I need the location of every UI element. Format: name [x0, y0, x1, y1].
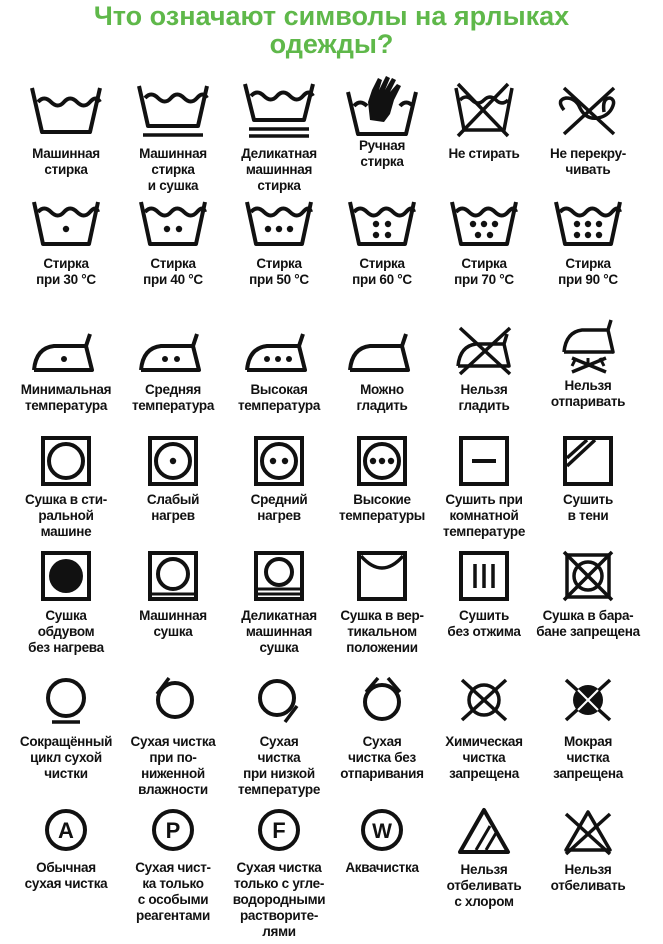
symbol-label: Сушка в сти- ральной машине [25, 492, 107, 539]
iron-icon [344, 330, 420, 376]
symbol-label: Химическая чистка запрещена [445, 734, 523, 781]
symbol-label: Нельзя гладить [458, 382, 510, 413]
iron-medium-icon [135, 330, 211, 376]
symbol-cell [432, 550, 536, 640]
wash-40-icon [135, 196, 211, 250]
do-not-tumble-dry-icon [550, 550, 626, 602]
symbol-cell [330, 806, 434, 876]
symbol-label: Нельзя отбеливать [550, 862, 626, 893]
tumble-dry-high-icon [344, 436, 420, 486]
symbol-label: Нельзя отбеливать с хлором [446, 862, 522, 909]
drip-dry-icon [446, 550, 522, 602]
symbol-label: Машинная стирка и сушка [139, 146, 207, 193]
hand-wash-icon [344, 72, 420, 140]
symbol-cell [121, 806, 225, 924]
symbol-label: Средний нагрев [250, 492, 308, 523]
symbol-cell [121, 196, 225, 288]
symbol-label: Деликатная машинная сушка [241, 608, 317, 655]
tumble-dry-icon [28, 436, 104, 486]
symbol-cell [432, 806, 536, 910]
symbol-cell [432, 196, 536, 288]
symbol-cell [14, 674, 118, 782]
symbol-cell [227, 806, 331, 940]
symbol-cell [227, 196, 331, 288]
symbol-label: Деликатная машинная стирка [241, 146, 317, 193]
no-steam-icon [550, 318, 626, 376]
symbol-label: Сушить без отжима [447, 608, 521, 639]
glyph-p: P [165, 818, 181, 843]
symbol-cell [227, 674, 331, 798]
symbol-label: Сушка в вер- тикальном положении [340, 608, 424, 655]
symbol-cell [121, 80, 225, 194]
symbol-cell [432, 322, 536, 414]
symbol-cell [14, 806, 118, 892]
glyph-f: F [272, 818, 286, 843]
page-title: Что означают символы на ярлыках одежды? [93, 1, 570, 59]
tumble-dry-two-bars-icon [241, 550, 317, 602]
symbol-label: Мокрая чистка запрещена [553, 734, 623, 781]
tumble-dry-medium-icon [241, 436, 317, 486]
symbol-label: Не стирать [448, 146, 520, 161]
symbol-cell [121, 330, 225, 414]
symbol-label: Слабый нагрев [146, 492, 200, 523]
symbol-label: Стирка при 70 °C [454, 256, 514, 287]
do-not-wring-icon [550, 80, 626, 140]
symbol-cell [227, 550, 331, 656]
symbol-label: Не перекру- чивать [550, 146, 626, 177]
wash-70-icon [446, 196, 522, 250]
do-not-wash-icon [446, 80, 522, 140]
symbol-label: Машинная сушка [139, 608, 207, 639]
iron-high-icon [241, 330, 317, 376]
symbol-label: Нельзя отпаривать [550, 378, 626, 409]
glyph-a: A [58, 818, 74, 843]
symbol-cell [227, 330, 331, 414]
symbol-cell [227, 436, 331, 524]
symbol-label: Минимальная температура [20, 382, 112, 413]
dry-clean-f-icon [241, 806, 317, 854]
dry-clean-short-icon [28, 674, 104, 728]
symbol-label: Стирка при 60 °C [352, 256, 412, 287]
symbol-cell [14, 436, 118, 540]
symbol-label: Сушка в бара- бане запрещена [536, 608, 640, 639]
tumble-dry-no-heat-icon [28, 550, 104, 602]
line-dry-icon [344, 550, 420, 602]
symbol-label: Стирка при 90 °C [558, 256, 618, 287]
dry-clean-a-icon [28, 806, 104, 854]
symbol-cell [14, 80, 118, 178]
symbol-cell [432, 80, 536, 162]
symbol-label: Сушить при комнатной температуре [442, 492, 526, 539]
dry-clean-low-moisture-icon [135, 674, 211, 728]
symbol-label: Сухая чист- ка только с особыми реагентами [135, 860, 211, 923]
dry-flat-icon [446, 436, 522, 486]
symbol-label: Сухая чистка при по- ниженной влажности [130, 734, 216, 797]
iron-low-icon [28, 330, 104, 376]
tumble-dry-low-icon [135, 436, 211, 486]
tumble-dry-one-bar-icon [135, 550, 211, 602]
symbol-cell [14, 550, 118, 656]
symbol-cell [14, 196, 118, 288]
wash-90-icon [550, 196, 626, 250]
symbol-label: Средняя температура [131, 382, 215, 413]
symbol-label: Сушка обдувом без нагрева [28, 608, 104, 655]
symbol-cell [330, 330, 434, 414]
symbol-label: Сухая чистка только с угле- водородными растворите- лями [232, 860, 326, 939]
symbol-cell [14, 330, 118, 414]
symbol-cell [330, 550, 434, 656]
symbol-label: Сокращённый цикл сухой чистки [19, 734, 113, 781]
glyph-w: W [372, 820, 392, 843]
symbol-label: Обычная сухая чистка [24, 860, 108, 891]
do-not-wet-clean-icon [550, 674, 626, 728]
wash-50-icon [241, 196, 317, 250]
symbol-label: Стирка при 50 °C [249, 256, 309, 287]
wash-one-bar-icon [135, 80, 211, 140]
symbol-label: Машинная стирка [32, 146, 100, 177]
symbol-cell [536, 318, 640, 410]
dry-clean-p-icon [135, 806, 211, 854]
symbol-label: Сушить в тени [563, 492, 613, 523]
symbol-cell [432, 674, 536, 782]
do-not-dry-clean-icon [446, 674, 522, 728]
symbol-cell [330, 674, 434, 782]
symbol-label: Можно гладить [356, 382, 408, 413]
symbol-label: Ручная стирка [358, 138, 406, 169]
no-chlorine-bleach-icon [446, 806, 522, 856]
symbol-cell [330, 196, 434, 288]
symbol-label: Стирка при 40 °C [143, 256, 203, 287]
symbol-cell [432, 436, 536, 540]
symbol-label: Стирка при 30 °C [36, 256, 96, 287]
dry-clean-low-temp-icon [241, 674, 317, 728]
symbol-label: Аквачистка [345, 860, 419, 875]
symbol-cell [536, 80, 640, 178]
wash-60-icon [344, 196, 420, 250]
symbol-cell [121, 550, 225, 640]
dry-in-shade-icon [550, 436, 626, 486]
symbol-cell [536, 196, 640, 288]
symbol-cell [330, 72, 434, 170]
wash-30-icon [28, 196, 104, 250]
do-not-bleach-icon [550, 806, 626, 856]
symbol-cell [536, 674, 640, 782]
symbol-cell [227, 80, 331, 194]
do-not-iron-icon [446, 322, 522, 376]
symbol-label: Сухая чистка без отпаривания [340, 734, 424, 781]
wash-two-bars-icon [241, 80, 317, 140]
symbol-label: Сухая чистка при низкой температуре [237, 734, 321, 797]
symbol-label: Высокие температуры [338, 492, 426, 523]
dry-clean-no-steam-icon [344, 674, 420, 728]
wash-icon [28, 80, 104, 140]
symbol-cell [330, 436, 434, 524]
symbol-cell [121, 436, 225, 524]
symbol-cell [536, 436, 640, 524]
symbol-cell [536, 550, 640, 640]
symbol-cell [121, 674, 225, 798]
symbol-label: Высокая температура [237, 382, 321, 413]
wet-clean-w-icon [344, 806, 420, 854]
symbol-cell [536, 806, 640, 894]
